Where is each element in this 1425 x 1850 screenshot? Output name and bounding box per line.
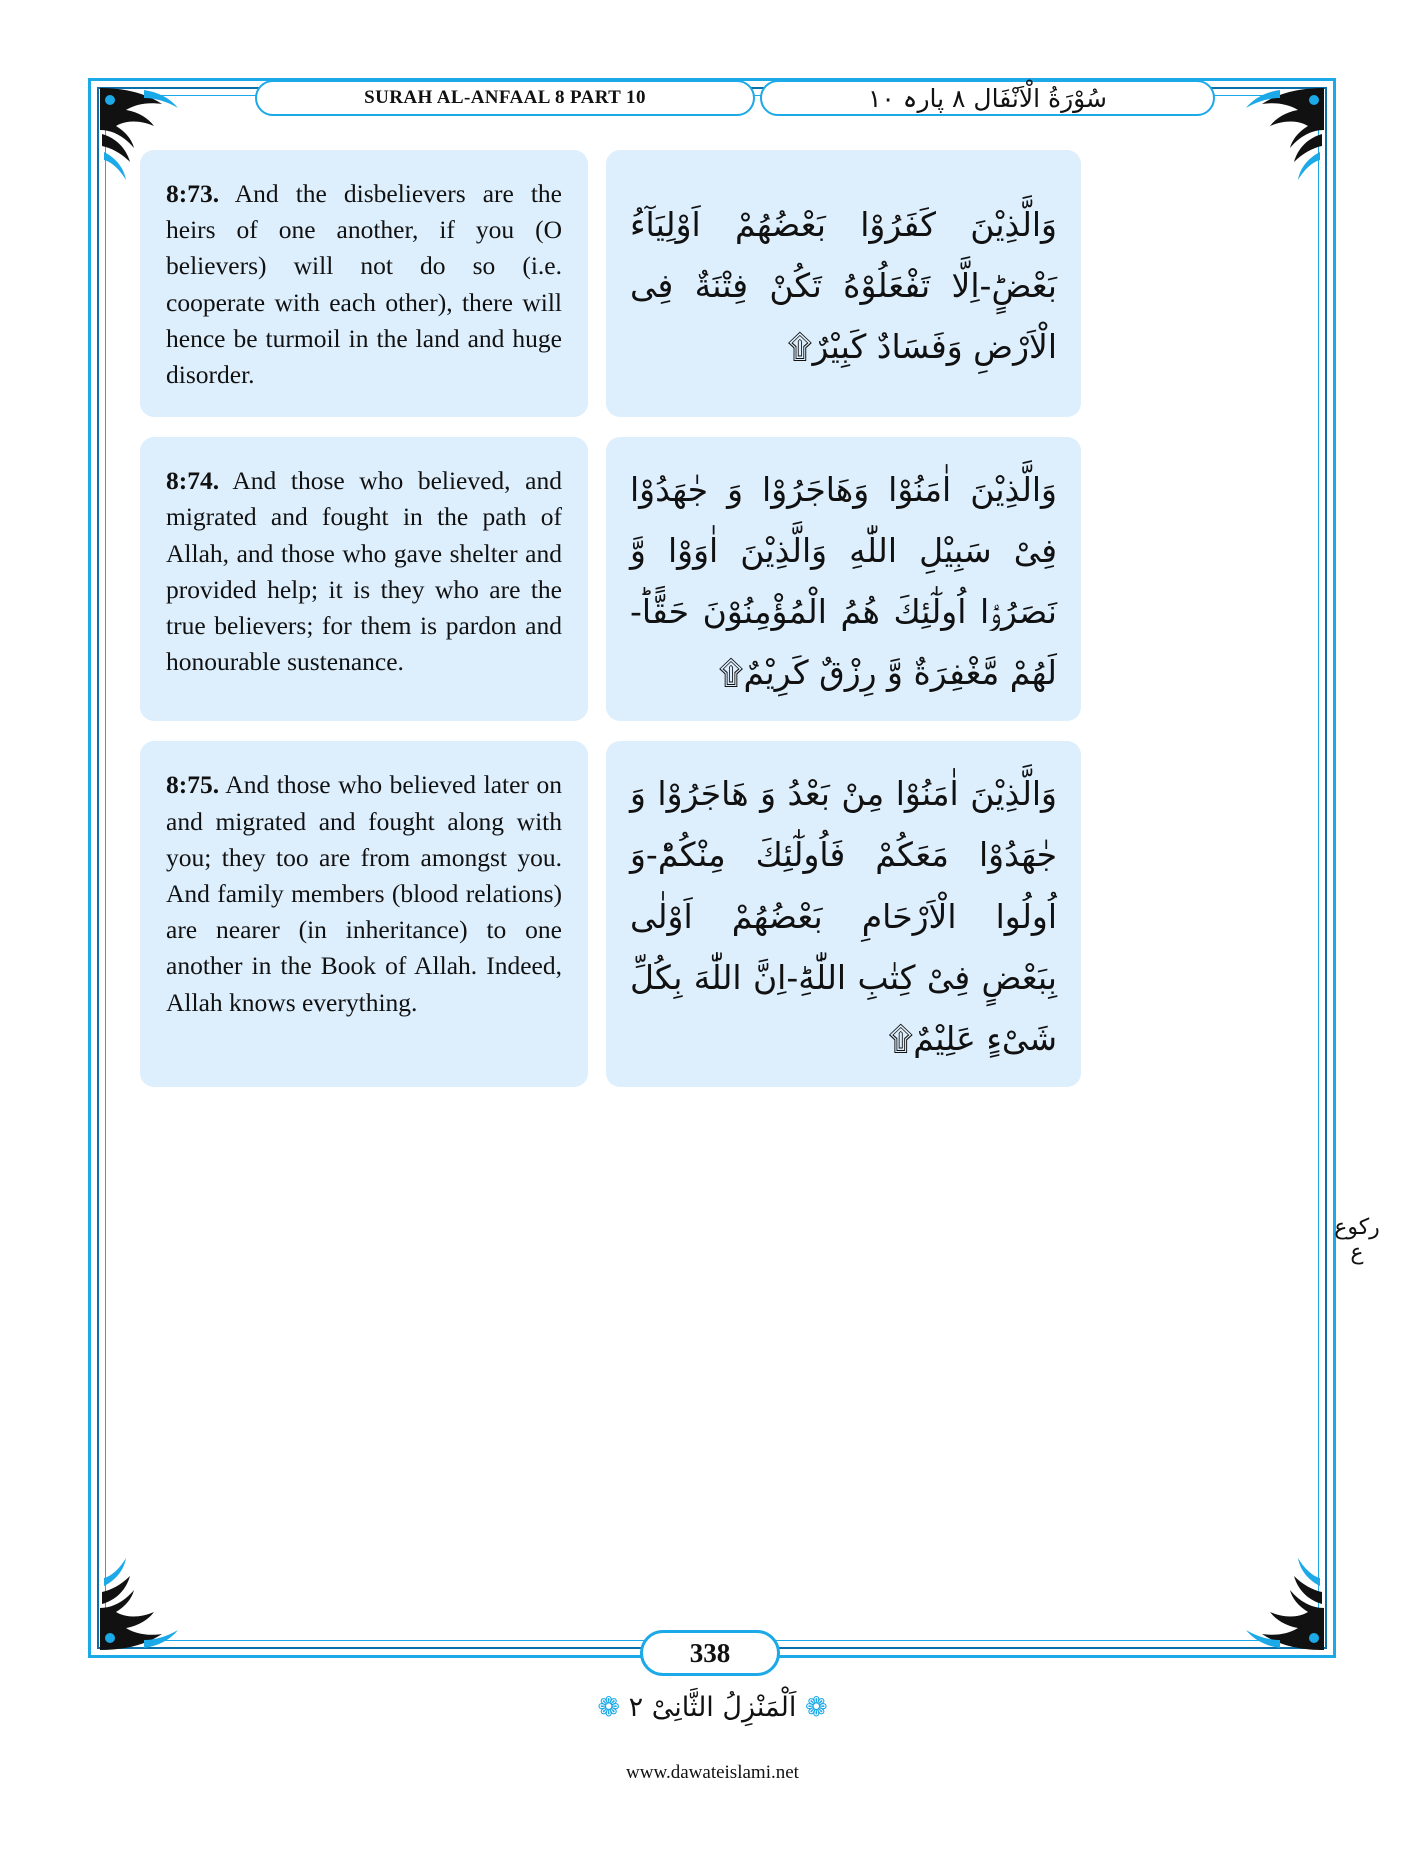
website-url: www.dawateislami.net [626, 1762, 799, 1783]
page-number-badge [640, 1630, 780, 1676]
verse-arabic: وَالَّذِیْنَ اٰمَنُوْا وَهَاجَرُوْا وَ جٰهَدُوْا فِیْ سَبِیْلِ اللّٰهِ وَالَّذِیْنَ اٰوَوْا وَّ نَصَرُوْۤا اُولٰٓئِكَ هُمُ الْمُؤْمِنُوْنَ حَقًّاؕ-لَهُمْ مَّغْفِرَةٌ وَّ رِزْقٌ كَرِیْمٌ۩ [630, 470, 1057, 693]
verse-reference: 8:75. [166, 770, 220, 800]
manzil-deco-left-icon: ❁ [805, 1692, 828, 1723]
manzil-text: اَلْمَنْزِلُ الثَّانِیْ ۲ [628, 1692, 797, 1723]
verse-english: And the disbelievers are the heirs of one another, if you (O believers) will not do so (i.e. cooperate with each other), there will hence be turmoil in the land and huge disorder. [166, 179, 562, 390]
verse-translation-text [166, 176, 562, 393]
verse-translation-cell [140, 741, 588, 1086]
header-pill-arabic [760, 80, 1215, 116]
verse-arabic-cell [606, 741, 1081, 1086]
verse-arabic-cell [606, 150, 1081, 417]
verse-english: And those who believed later on and migrated and fought along with you; they too are from amongst you. And family members (blood relations) are nearer (in inheritance) to one another in the Book of Allah. Indeed, Allah knows everything. [166, 770, 563, 1017]
ruku-marker: رکوع ع [1334, 1215, 1380, 1266]
page-number: 338 [689, 1637, 731, 1668]
surah-title-english: SURAH AL-ANFAAL 8 PART 10 [364, 87, 646, 108]
verse-arabic-cell [606, 437, 1081, 721]
verse-row [140, 150, 1285, 417]
verse-translation-cell [140, 437, 588, 721]
verse-row [140, 741, 1285, 1086]
verse-english: And those who believed, and migrated and fought in the path of Allah, and those who gave shelter and provided help; it is they who are the true believers; for them is pardon and honourable sustenance. [166, 466, 562, 677]
page-header [105, 80, 1319, 124]
verse-list [140, 150, 1285, 1107]
verse-row [140, 437, 1285, 721]
verse-reference: 8:74. [166, 466, 220, 496]
header-pill-english [255, 80, 755, 116]
verse-translation-cell [140, 150, 588, 417]
verse-arabic: وَالَّذِیْنَ كَفَرُوْا بَعْضُهُمْ اَوْلِیَآءُ بَعْضٍؕ-اِلَّا تَفْعَلُوْهُ تَكُنْ فِتْنَةٌ فِی الْاَرْضِ وَفَسَادٌ كَبِیْرٌ۩ [630, 205, 1057, 367]
verse-translation-text [166, 767, 562, 1020]
surah-title-arabic: سُوْرَةُ الْاَنْفَال ۸ پارہ ۱۰ [867, 83, 1108, 113]
manzil-label [0, 1692, 1425, 1723]
manzil-deco-right-icon: ❁ [597, 1692, 620, 1723]
verse-arabic: وَالَّذِیْنَ اٰمَنُوْا مِنْ بَعْدُ وَ هَاجَرُوْا وَ جٰهَدُوْا مَعَكُمْ فَاُولٰٓئِكَ مِنْكُمْؕ-وَ اُولُوا الْاَرْحَامِ بَعْضُهُمْ اَوْلٰى بِبَعْضٍ فِیْ كِتٰبِ اللّٰهِؕ-اِنَّ اللّٰهَ بِكُلِّ شَیْءٍ عَلِیْمٌ۩ [630, 774, 1057, 1058]
verse-translation-text [166, 463, 562, 680]
verse-reference: 8:73. [166, 179, 220, 208]
